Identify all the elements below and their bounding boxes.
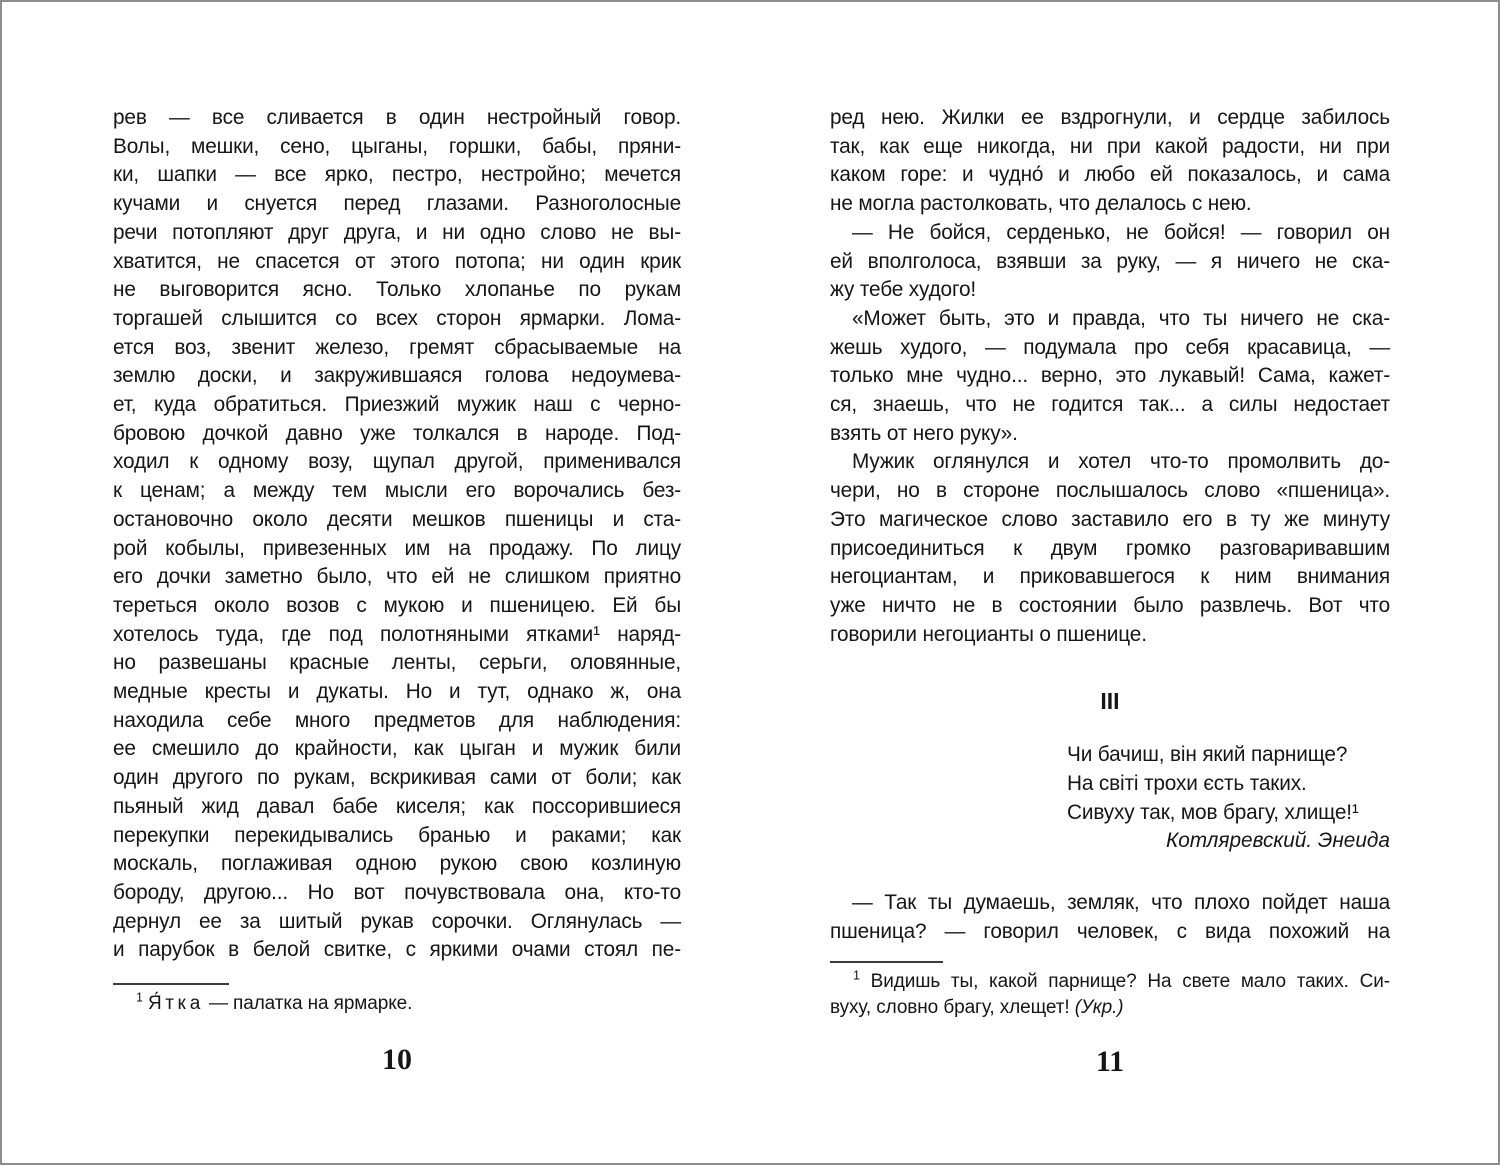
text-line: каком горе: и чудно́ и любо ей показалось, и сама [830, 163, 1390, 187]
page-number: 10 [382, 1043, 412, 1077]
text-line: к ценам; а между тем мысли его ворочались без- [113, 479, 681, 503]
text-line: и парубок в белой свитке, с яркими очами стоял пе- [113, 938, 681, 962]
page-number: 11 [1095, 1044, 1125, 1078]
text-line: его дочки заметно было, что ей не слишком приятно [113, 565, 681, 589]
text-line: ется воз, звенит железо, гремят сбрасываемые на [113, 335, 681, 359]
text-line: пьяный жид давал бабе киселя; как поссорившиеся [113, 794, 681, 818]
text-line: перекупки перекидывались бранью и раками; как [113, 823, 681, 847]
epigraph-line: Чи бачиш, він який парнище? [1067, 743, 1348, 767]
text-line: ся, знаешь, что не годится так... а силы недостает [830, 393, 1390, 417]
text-line: бровою дочкой давно уже толкался в народе. Под- [113, 421, 681, 445]
epigraph [1067, 741, 1390, 827]
epigraph-line: На світі трохи єсть таких. [1067, 772, 1307, 796]
text-line: Мужик оглянулся и хотел что-то промолвить до- [852, 450, 1390, 474]
text-line: пшеница? — говорил человек, с вида похожий на [830, 919, 1390, 943]
text-line: но развешаны красные ленты, серьги, оловянные, [113, 651, 681, 675]
text-line: — Не бойся, серденько, не бойся! — говорил он [852, 220, 1390, 244]
text-line: рев — все сливается в один нестройный говор. [113, 106, 681, 129]
text-line: негоциантам, и приковавшегося к ним внимания [830, 565, 1390, 589]
footnote-rule [113, 983, 229, 985]
text-line: не выговорится ясно. Только хлопанье по рукам [113, 278, 681, 302]
text-line: ки, шапки — все ярко, пестро, нестройно; мечется [113, 163, 681, 187]
text-line: ей вполголоса, взявши за руку, — я ничего не ска- [830, 249, 1390, 273]
text-line: хватится, не спасется от этого потопа; ни один крик [113, 249, 681, 273]
closing-paragraph [830, 889, 1390, 946]
footnote [113, 991, 681, 1017]
text-line: тереться около возов с мукою и пшеницею. Ей бы [113, 593, 681, 617]
footnote-marker: 1 [853, 968, 860, 983]
text-line: только мне чудно... верно, это лукавый! Сама, кажет- [830, 364, 1390, 388]
text-line: находила себе много предметов для наблюдения: [113, 708, 681, 732]
text-line: торгашей слышится со всех сторон ярмарки. Лома- [113, 306, 681, 330]
footnote-language-note: (Укр.) [1074, 996, 1124, 1018]
text-line: ет, куда обратиться. Приезжий мужик наш с черно- [113, 393, 681, 417]
page-left [113, 104, 681, 1077]
text-line: дернул ее за шитый рукав сорочки. Оглянулась — [113, 909, 681, 933]
text-line: — Так ты думаешь, земляк, что плохо пойдет наша [852, 891, 1390, 915]
text-line: остановочно около десяти мешков пшеницы и ста- [113, 507, 681, 531]
text-line: взять от него руку». [830, 421, 1018, 445]
epigraph-attribution: Котляревский. Энеида [1165, 829, 1390, 853]
text-line: москаль, поглаживая одною рукою свою козлиную [113, 852, 681, 876]
text-line: жу тебе худого! [830, 278, 976, 302]
page-right-body-text [830, 104, 1390, 649]
text-line: медные кресты и дукаты. Но и тут, однако ж, она [113, 680, 681, 704]
footnote-term: Я́тка [148, 993, 204, 1015]
text-line: так, как еще никогда, ни при какой радости, ни при [830, 134, 1390, 158]
text-line: присоединиться к двум громко разговаривавшим [830, 536, 1390, 560]
text-line: Волы, мешки, сено, цыганы, горшки, бабы, пряни- [113, 134, 681, 158]
text-line: чери, но в стороне послышалось слово «пшеница». [830, 479, 1390, 503]
footnote [830, 969, 1390, 1021]
text-line: говорили негоцианты о пшенице. [830, 622, 1147, 646]
page-right [830, 104, 1390, 1079]
footnote-text: — палатка на ярмарке. [203, 993, 413, 1015]
text-line: речи потопляют друг друга, и ни одно слово не вы- [113, 220, 681, 244]
text-line: ред нею. Жилки ее вздрогнули, и сердце забилось [830, 106, 1390, 129]
text-line: уже ничто не в состоянии было развлечь. Вот что [830, 593, 1390, 617]
section-heading: III [1100, 688, 1120, 715]
text-line: не могла растолковать, что делалось с нею. [830, 192, 1252, 216]
footnote-rule [830, 961, 943, 963]
text-line: Это магическое слово заставило его в ту же минуту [830, 507, 1390, 531]
text-line: кучами и снуется перед глазами. Разноголосные [113, 192, 681, 216]
footnote-text: Видишь ты, какой парнище? На свете мало таких. Си- [870, 970, 1390, 992]
text-line: ходил к одному возу, щупал другой, применивался [113, 450, 681, 474]
footnote-text: вуху, словно брагу, хлещет! [830, 996, 1070, 1018]
footnote-line [830, 995, 1390, 1021]
epigraph-line: Сивуху так, мов брагу, хлище!¹ [1067, 800, 1359, 824]
footnote-line [830, 969, 1390, 995]
text-line: ее смешило до крайности, как цыган и мужик били [113, 737, 681, 761]
text-line: «Может быть, это и правда, что ты ничего не ска- [852, 306, 1390, 330]
footnote-line [113, 991, 681, 1017]
text-line: один другого по рукам, вскрикивая сами от боли; как [113, 766, 681, 790]
text-line: землю доски, и закружившаяся голова недоумева- [113, 364, 681, 388]
text-line: хотелось туда, где под полотняными ятками¹ наряд- [113, 622, 681, 646]
text-line: бороду, другою... Но вот почувствовала она, кто-то [113, 880, 681, 904]
page-left-body-text [113, 104, 681, 965]
text-line: рой кобылы, привезенных им на продажу. По лицу [113, 536, 681, 560]
footnote-marker: 1 [136, 990, 143, 1005]
text-line: жешь худого, — подумала про себя красавица, — [830, 335, 1390, 359]
